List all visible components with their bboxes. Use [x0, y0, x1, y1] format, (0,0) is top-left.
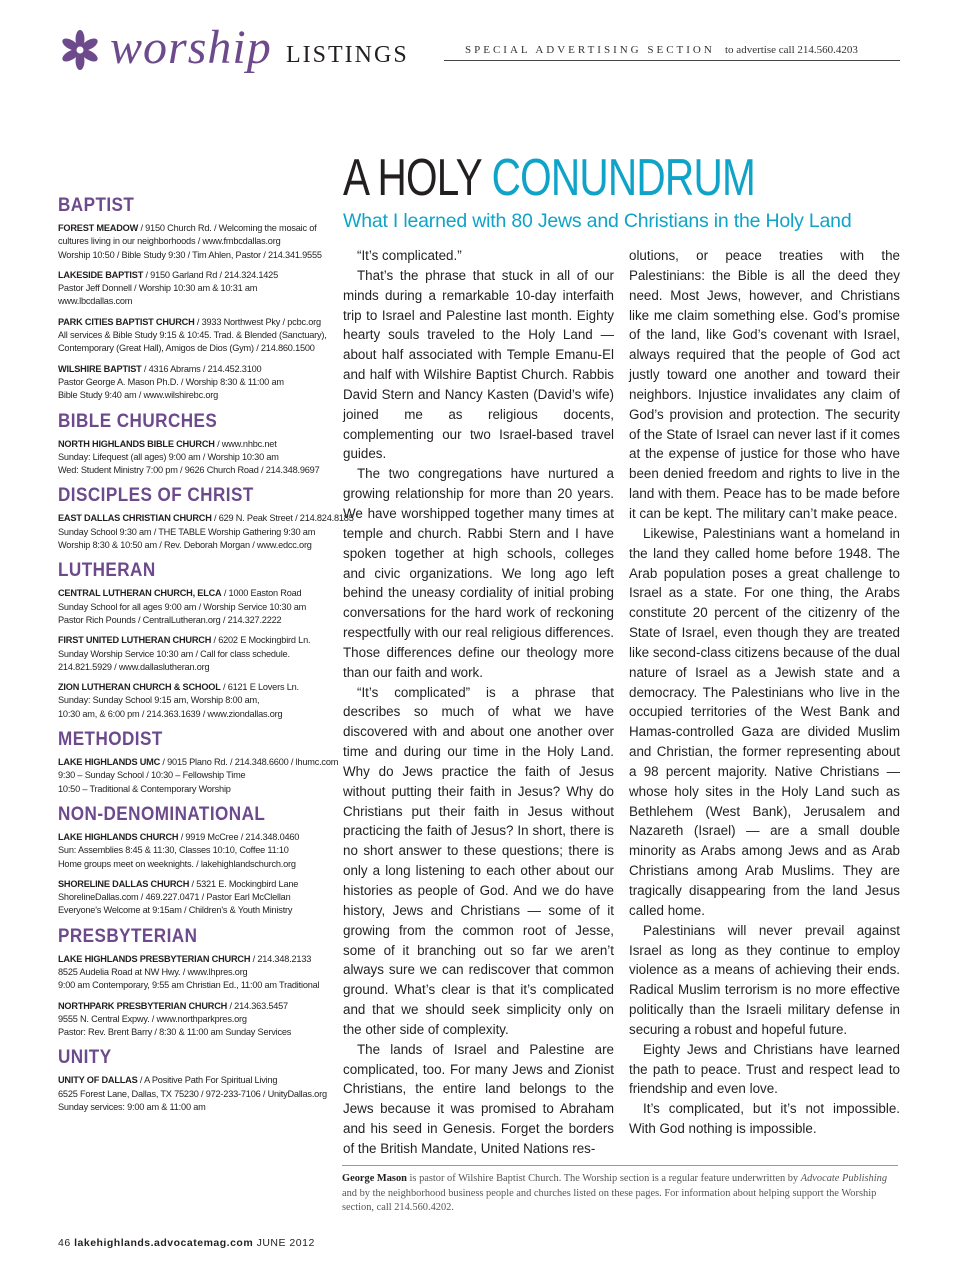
- article-column-1: [343, 246, 614, 1159]
- church-details-line: Sunday School 9:30 am / THE TABLE Worship Gathering 9:30 am: [58, 526, 316, 537]
- church-listing: [58, 1074, 336, 1114]
- church-details: / 9015 Plano Rd. / 214.348.6600 / lhumc.com: [160, 757, 339, 768]
- worship-listings-sidebar: [58, 194, 354, 1121]
- listing-category: [58, 1046, 336, 1114]
- church-name: LAKE HIGHLANDS UMC: [58, 757, 161, 768]
- church-details: / 4316 Abrams / 214.452.3100: [141, 363, 262, 374]
- article-paragraph: Palestinians will never prevail against Israel as long as they continue to employ violence as a means of achieving their ends. Radical Muslim terrorism is no more effective politically than the Israeli military defense in securing a robust and hopeful future.: [629, 922, 900, 1037]
- article-headline: [343, 148, 755, 208]
- masthead: [58, 22, 908, 82]
- church-listing: [58, 512, 354, 552]
- church-details-line: Sunday School for all ages 9:00 am / Worship Service 10:30 am: [58, 601, 307, 612]
- church-listing: [58, 438, 336, 478]
- worship-wordmark: worship: [110, 21, 272, 74]
- church-listing: [58, 269, 336, 309]
- church-details-line: 214.821.5929 / www.dallaslutheran.org: [58, 661, 210, 672]
- author-name: George Mason: [342, 1173, 407, 1184]
- church-name: SHORELINE DALLAS CHURCH: [58, 878, 190, 889]
- church-listing: [58, 756, 339, 796]
- church-details-line: Pastor George A. Mason Ph.D. / Worship 8:30 & 11:00 am: [58, 376, 284, 387]
- page-number: 46: [58, 1237, 71, 1249]
- church-listing: [58, 681, 336, 721]
- church-details-line: 9:00 am Contemporary, 9:55 am Christian Ed., 11:00 am Traditional: [58, 980, 320, 991]
- footer-date: JUNE 2012: [256, 1237, 315, 1249]
- church-details: / 9919 McCree / 214.348.0460: [178, 831, 300, 842]
- church-listing: [58, 953, 336, 993]
- church-name: LAKE HIGHLANDS PRESBYTERIAN CHURCH: [58, 953, 251, 964]
- church-details-line: Sunday: Sunday School 9:15 am, Worship 8:00 am,: [58, 695, 260, 706]
- article-subheadline: What I learned with 80 Jews and Christians in the Holy Land: [343, 210, 852, 232]
- church-listing: [58, 316, 336, 356]
- church-details: / 3933 Northwest Pky / pcbc.org: [194, 316, 321, 327]
- article-paragraph: “It’s complicated” is a phrase that describes so much of what we have discovered with and about one another over time and during our time in the Holy Land. Why do Jews practice the faith of Jesus without putting their faith in Jesus? Why do Christians put their faith in Jesus without practicing the faith of Jesus? In short, there is no short answer to these questions; there is only a long listening to each other about our histories as people of God. And we do have history, Jews and Christians — some of it growing from the common root of Jesse, some of it branching out so far we aren’t always sure we can rediscover that common ground. What’s clear is that it’s complicated and that we should seek simplicity only on the other side of complexity.: [343, 684, 614, 1037]
- advertise-phone: to advertise call 214.560.4203: [725, 44, 858, 56]
- category-heading: NON-DENOMINATIONAL: [58, 803, 266, 825]
- article-paragraph: The lands of Israel and Palestine are complicated, too. For many Jews and Zionist Christians, the entire land belongs to the Jews because it was promised to Abraham and his seed in Genesis. Forget the borders of the British Mandate, United Nations res-: [343, 1041, 614, 1156]
- masthead-rule: [444, 60, 900, 61]
- church-listing: [58, 831, 336, 871]
- church-name: NORTH HIGHLANDS BIBLE CHURCH: [58, 438, 215, 449]
- church-listing: [58, 587, 336, 627]
- church-details-line: Sun: Assemblies 8:45 & 11:30, Classes 10:10, Coffee 11:10: [58, 845, 289, 856]
- church-details-line: Home groups meet on weeknights. / lakehighlandschurch.org: [58, 858, 296, 869]
- church-name: CENTRAL LUTHERAN CHURCH, ELCA: [58, 588, 222, 599]
- church-details: / 214.348.2133: [250, 953, 312, 964]
- church-listing: [58, 1000, 336, 1040]
- church-name: ZION LUTHERAN CHURCH & SCHOOL: [58, 682, 221, 693]
- listing-category: [58, 728, 339, 796]
- church-name: FIRST UNITED LUTHERAN CHURCH: [58, 635, 212, 646]
- church-details: / www.nhbc.net: [214, 438, 277, 449]
- church-name: FOREST MEADOW: [58, 223, 139, 233]
- bio-publisher: Advocate Publishing: [800, 1173, 888, 1184]
- church-details-line: 6525 Forest Lane, Dallas, TX 75230 / 972-233-7106 / UnityDallas.org: [58, 1088, 327, 1099]
- listing-category: [58, 925, 336, 1040]
- category-heading: METHODIST: [58, 729, 163, 751]
- article-paragraph: That’s the phrase that stuck in all of our minds during a remarkable 10-day interfaith trip to Israel and Palestine last month. Eighty hearty souls traveled to the Holy Land — about half associated with Temple Emanu-El and half with Wilshire Baptist Church. Rabbis David Stern and Nancy Kasten (David’s wife) joined me as religious docents, complementing our two Israel-based travel guides.: [343, 267, 614, 462]
- church-details-line: www.lbcdallas.com: [58, 296, 133, 307]
- category-heading: BAPTIST: [58, 195, 135, 216]
- church-details-line: Bible Study 9:40 am / www.wilshirebc.org: [58, 390, 218, 401]
- church-details-line: Pastor Jeff Donnell / Worship 10:30 am & 10:31 am: [58, 283, 258, 294]
- church-details-line: Sunday services: 9:00 am & 11:00 am: [58, 1102, 206, 1113]
- headline-dark: A HOLY: [343, 149, 492, 207]
- church-details: / 5321 E. Mockingbird Lane: [189, 878, 299, 889]
- church-listing: [58, 222, 336, 262]
- church-details: / 9150 Church Rd. / Welcoming the mosaic of: [138, 223, 317, 233]
- church-details-line: Everyone's Welcome at 9:15am / Children's & Youth Ministry: [58, 905, 293, 916]
- category-heading: PRESBYTERIAN: [58, 925, 198, 947]
- listings-wordmark: LISTINGS: [286, 42, 409, 68]
- church-details-line: Worship 10:50 / Bible Study 9:30 / Tim Ahlen, Pastor / 214.341.9555: [58, 249, 322, 260]
- church-details-line: Contemporary (Great Hall), Amigos de Dios (Gym) / 214.860.1500: [58, 343, 315, 354]
- church-details: / 214.363.5457: [227, 1000, 288, 1011]
- article-column-2: [629, 246, 900, 1139]
- church-name: EAST DALLAS CHRISTIAN CHURCH: [58, 513, 212, 524]
- church-details-line: 10:30 am, & 6:00 pm / 214.363.1639 / www.ziondallas.org: [58, 708, 283, 719]
- article-paragraph: The two congregations have nurtured a growing relationship for more than 20 years. We have worshipped together many times at temple and church. Rabbi Stern and I have spoken together at high schools, colleges and civic organizations. We long ago left behind the uneasy cordiality of initial probing conversations for the hard work of reckoning respectfully with our real religious differences. Those differences define our theology more than our faith and work.: [343, 466, 614, 680]
- church-details-line: 9:30 – Sunday School / 10:30 – Fellowship Time: [58, 770, 246, 781]
- category-heading: LUTHERAN: [58, 560, 156, 582]
- church-details-line: Sunday: Lifequest (all ages) 9:00 am / Worship 10:30 am: [58, 451, 279, 462]
- listing-category: [58, 559, 336, 721]
- church-details-line: Pastor Rich Pounds / CentralLutheran.org / 214.327.2222: [58, 614, 282, 625]
- church-details-line: 8525 Audelia Road at NW Hwy. / www.lhpres.org: [58, 966, 248, 977]
- footer-site: lakehighlands.advocatemag.com: [74, 1237, 254, 1249]
- church-name: NORTHPARK PRESBYTERIAN CHURCH: [58, 1000, 228, 1011]
- article-paragraph: olutions, or peace treaties with the Palestinians: the Bible is all the deed they need. Most Jews, however, and Christians like me claim something else. God’s promise of the land, like God’s covenant with Israel, always required that the people of God act justly toward one another and toward their neighbors. Injustice invalidates any claim of God’s provision and protection. The security of the State of Israel can never last if it comes at the expense of justice for those who have been denied freedom and rights to live in the land with them. Peace has to be made before it can be kept. The military can’t make peace.: [629, 248, 900, 521]
- church-details-line: 10:50 – Traditional & Contemporary Worship: [58, 783, 231, 794]
- special-section-label: SPECIAL ADVERTISING SECTION: [465, 44, 715, 56]
- church-details-line: Sunday Worship Service 10:30 am / Call for class schedule.: [58, 648, 290, 659]
- church-details-line: ShorelineDallas.com / 469.227.0471 / Pastor Earl McClellan: [58, 892, 291, 903]
- church-details-line: All services & Bible Study 9:15 & 10:45. Trad. & Blended (Sanctuary),: [58, 330, 327, 341]
- article-paragraph: Eighty Jews and Christians have learned the path to peace. Trust and respect lead to friendship and even love.: [629, 1041, 900, 1097]
- church-name: UNITY OF DALLAS: [58, 1075, 138, 1086]
- church-details: / 9150 Garland Rd / 214.324.1425: [143, 269, 279, 280]
- church-details: / 629 N. Peak Street / 214.824.8185: [211, 513, 354, 524]
- church-details-line: 9555 N. Central Expwy. / www.northparkpres.org: [58, 1013, 247, 1024]
- article-paragraph: It’s complicated, but it’s not impossible. With God nothing is impossible.: [629, 1101, 900, 1137]
- page-footer: [58, 1237, 315, 1249]
- church-details: / 6202 E Mockingbird Ln.: [211, 635, 311, 646]
- listing-category: [58, 484, 354, 552]
- listing-category: [58, 194, 336, 403]
- church-name: LAKE HIGHLANDS CHURCH: [58, 831, 179, 842]
- author-bio: [342, 1172, 898, 1216]
- church-name: WILSHIRE BAPTIST: [58, 363, 142, 374]
- church-listing: [58, 878, 336, 918]
- listing-category: [58, 803, 336, 918]
- church-details-line: Worship 8:30 & 10:50 am / Rev. Deborah Morgan / www.edcc.org: [58, 540, 312, 551]
- category-heading: UNITY: [58, 1047, 112, 1069]
- headline-accent: CONUNDRUM: [491, 149, 755, 207]
- flower-icon: [58, 28, 102, 72]
- church-details: / A Positive Path For Spiritual Living: [137, 1075, 278, 1086]
- article-paragraph: Likewise, Palestinians want a homeland in the land they called home before 1948. The Arab population poses a great challenge to Israel as a state. For one thing, the Arabs constitute 20 percent of the citizenry of the State of Israel, even though they are treated like second-class citizens because of the dual nature of Israel as a Jewish state and a democracy. The Palestinians who live in the occupied territories of the West Bank and Hamas-controlled Gaza are divided Muslim and Christian, the former representing about a 98 percent majority. Native Christians — whose holy sites in the Holy Land such as Bethlehem (West Bank), Jerusalem and Nazareth (Israel) — are a small double minority as Arabs among Jews and as Arab Christians among Arab Muslims. They are tragically disappearing from the land Jesus called home.: [629, 525, 900, 918]
- church-details-line: cultures living in our neighborhoods / www.fmbcdallas.org: [58, 236, 281, 247]
- article-paragraph: “It’s complicated.”: [357, 248, 462, 263]
- church-listing: [58, 634, 336, 674]
- church-name: PARK CITIES BAPTIST CHURCH: [58, 316, 195, 327]
- church-details: / 6121 E Lovers Ln.: [220, 682, 299, 693]
- church-name: LAKESIDE BAPTIST: [58, 269, 144, 280]
- bio-text-a: is pastor of Wilshire Baptist Church. The Worship section is a regular feature underwritten by: [406, 1173, 801, 1184]
- bio-rule: [342, 1165, 898, 1166]
- church-details: / 1000 Easton Road: [221, 588, 302, 599]
- bio-text-b: and by the neighborhood business people and churches listed on these pages. For information about helping support the Worship section, call 214.560.4202.: [342, 1187, 877, 1213]
- category-heading: DISCIPLES OF CHRIST: [58, 485, 254, 507]
- category-heading: BIBLE CHURCHES: [58, 410, 218, 432]
- church-details-line: Pastor: Rev. Brent Barry / 8:30 & 11:00 am Sunday Services: [58, 1027, 292, 1038]
- listing-category: [58, 410, 336, 478]
- church-listing: [58, 363, 336, 403]
- church-details-line: Wed: Student Ministry 7:00 pm / 9626 Church Road / 214.348.9697: [58, 465, 320, 476]
